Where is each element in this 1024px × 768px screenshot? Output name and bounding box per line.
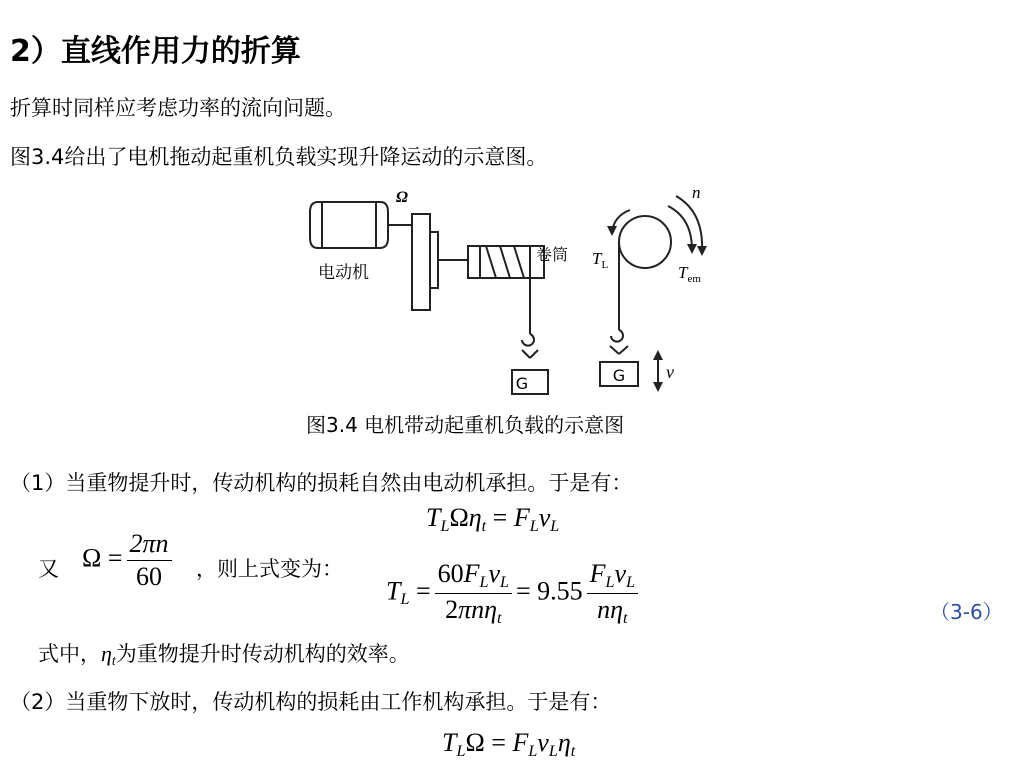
v-label: v [666,362,674,382]
equation-lower-power: $T_L\Omega = F_Lv_L\eta_t$ [442,728,576,760]
omega-definition: Ω = $\frac{2\pi n}{60}$ [82,529,176,592]
drum-label: 卷筒 [536,245,569,264]
pulley [600,216,671,386]
omega-label: Ω [396,189,408,206]
equation-3-6: $T_L$ = $\frac{60F_Lv_L}{2\pi n\eta_t}$ = 9.55 $\frac{F_Lv_L}{n\eta_t}$ [386,559,642,628]
where-line [38,638,410,669]
section-heading: 2）直线作用力的折算 [10,34,301,69]
motor-body [310,202,412,248]
g-right-label: G [612,366,626,385]
where-prefix: 式中， [38,642,101,666]
velocity-arrow [653,350,663,392]
intro-line-1: 折算时同样应考虑功率的流向问题。 [10,96,346,120]
equation-lift-power: $T_L\Omega\eta_t = F_Lv_L$ [426,503,560,535]
where-suffix: 为重物提升时传动机构的效率。 [115,642,410,666]
g-left-label: G [515,374,529,393]
intro-line-2: 图3.4给出了电机拖动起重机负载实现升降运动的示意图。 [10,145,548,169]
tem-label: $T_{em}$ [678,263,701,285]
tl-label: $T_L$ [592,249,609,271]
case1-text: （1）当重物提升时，传动机构的损耗自然由电动机承担。于是有： [10,471,633,495]
n-label: n [692,183,701,202]
figure-caption: 图3.4 电机带动起重机负载的示意图 [306,413,625,437]
again-text: 又 [38,557,59,581]
motor-label: 电动机 [318,263,369,283]
gear-box [412,214,468,310]
drum [468,246,548,394]
crane-diagram [300,182,720,402]
case2-text: （2）当重物下放时，传动机构的损耗由工作机构承担。于是有： [10,690,612,714]
equation-number: （3-6） [930,600,1003,624]
eta-symbol: $\eta_t$ [101,641,116,669]
then-text: ，则上式变为： [196,557,343,581]
